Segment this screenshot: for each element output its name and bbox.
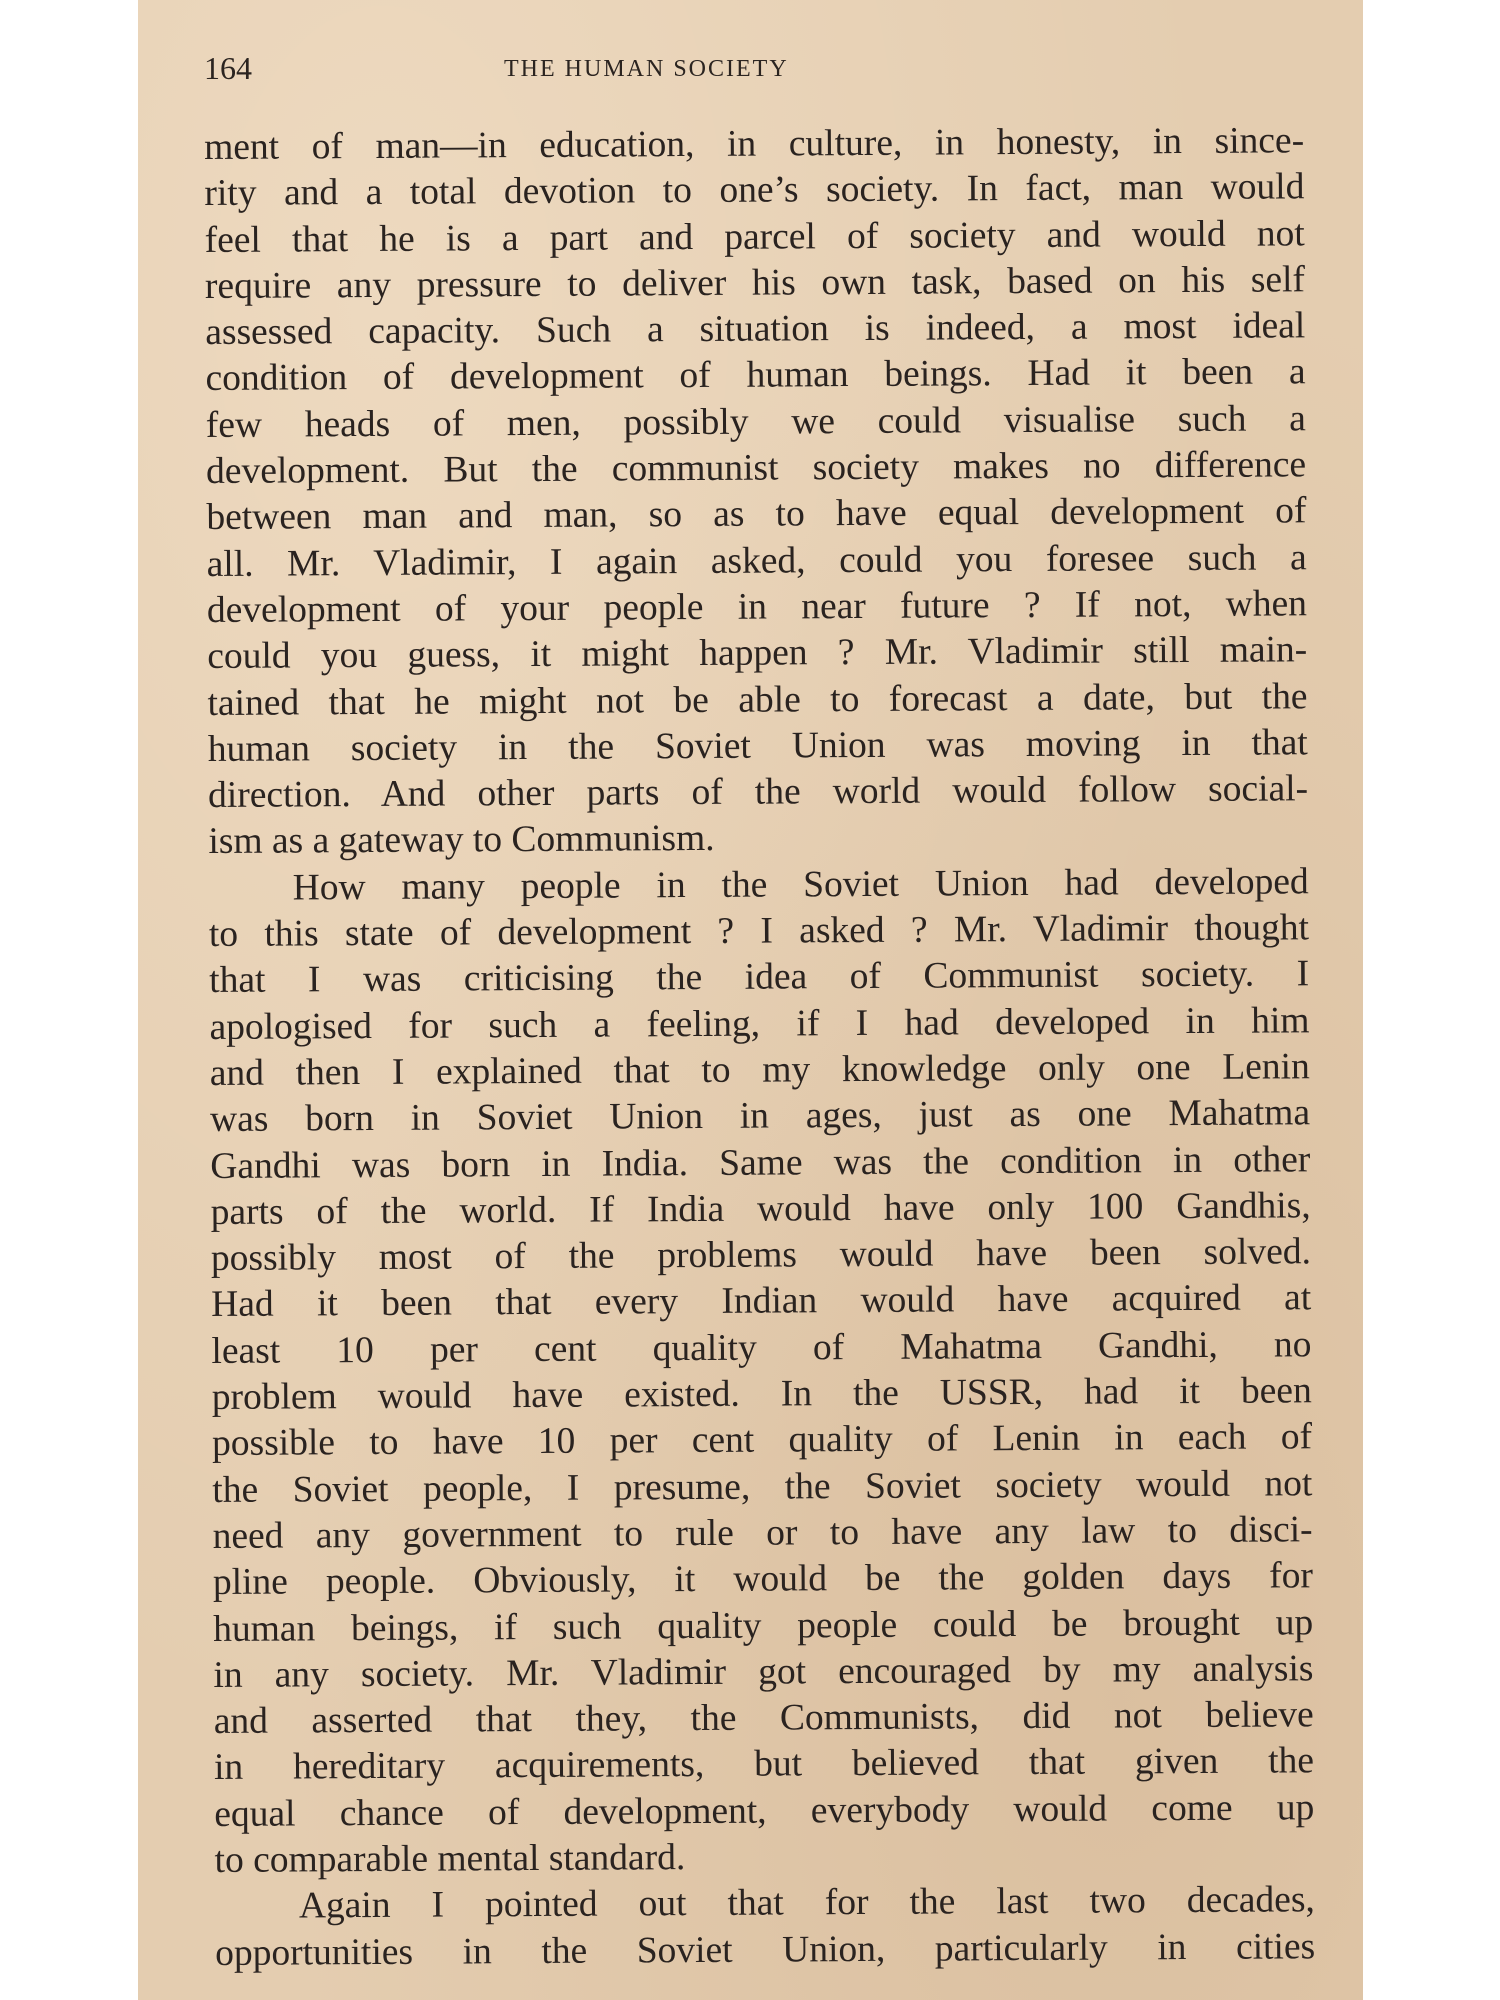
text-line: possible to have 10 per cent quality of Lenin in each of (211, 1416, 1313, 1465)
body-text (204, 118, 1315, 1977)
text-line: direction. And other parts of the world would follow social- (207, 768, 1309, 817)
text-line: pline people. Obviously, it would be the golden days for (212, 1555, 1314, 1604)
text-line: could you guess, it might happen ? Mr. Vladimir still main- (207, 629, 1308, 678)
text-line: few heads of men, possibly we could visualise such a (205, 398, 1306, 446)
text-line: condition of development of human beings. Had it been a (205, 351, 1306, 400)
text-line: opportunities in the Soviet Union, particularly in cities (215, 1925, 1316, 1974)
text-line: Had it been that every Indian would have acquired at (211, 1277, 1312, 1326)
text-line: least 10 per cent quality of Mahatma Gandhi, no (211, 1323, 1312, 1372)
text-line: human beings, if such quality people could be brought up (213, 1601, 1314, 1650)
page-header (204, 50, 1304, 90)
text-line: parts of the world. If India would have only 100 Gandhis, (210, 1185, 1311, 1233)
text-line: was born in Soviet Union in ages, just as one Mahatma (209, 1092, 1311, 1141)
text-line: development. But the communist society makes no difference (205, 444, 1307, 493)
running-title: THE HUMAN SOCIETY (504, 56, 789, 82)
paragraph-end-line: ism as a gateway to Communism. (208, 818, 715, 863)
book-page (138, 0, 1363, 2000)
text-line: possibly most of the problems would have been solved. (210, 1231, 1312, 1280)
text-line: to this state of development ? I asked ? Mr. Vladimir thought (208, 907, 1310, 956)
text-line: feel that he is a part and parcel of society and would not (204, 212, 1305, 261)
text-line: in any society. Mr. Vladimir got encouraged by my analysis (213, 1648, 1314, 1696)
text-line: that I was criticising the idea of Communist society. I (209, 953, 1310, 1002)
text-line: human society in the Soviet Union was moving in that (207, 722, 1308, 770)
paragraph-start-line: Again I pointed out that for the last two decades, (298, 1879, 1315, 1927)
text-line: apologised for such a feeling, if I had developed in him (209, 999, 1310, 1048)
text-line: the Soviet people, I presume, the Soviet society would not (212, 1462, 1313, 1511)
page-number: 164 (204, 50, 252, 86)
text-line: all. Mr. Vladimir, I again asked, could you foresee such a (206, 536, 1307, 585)
paragraph-end-line: to comparable mental standard. (214, 1837, 686, 1881)
text-line: development of your people in near future ? If not, when (206, 583, 1308, 631)
text-line: require any pressure to deliver his own task, based on his self (204, 259, 1306, 307)
text-line: and then I explained that to my knowledge only one Lenin (209, 1046, 1310, 1094)
text-line: between man and man, so as to have equal development of (206, 490, 1307, 539)
text-line: and asserted that they, the Communists, did not believe (213, 1694, 1314, 1743)
text-line: assessed capacity. Such a situation is indeed, a most ideal (205, 305, 1306, 354)
text-line: need any government to rule or to have any law to disci- (212, 1509, 1313, 1557)
text-line: equal chance of development, everybody would come up (214, 1786, 1315, 1835)
text-line: rity and a total devotion to one’s society. In fact, man would (204, 166, 1305, 215)
text-line: Gandhi was born in India. Same was the condition in other (210, 1138, 1311, 1187)
text-line: problem would have existed. In the USSR, had it been (211, 1370, 1312, 1418)
text-line: in hereditary acquirements, but believed that given the (213, 1740, 1315, 1789)
text-line: tained that he might not be able to forecast a date, but the (207, 675, 1308, 724)
paragraph-start-line: How many people in the Soviet Union had developed (292, 861, 1309, 909)
text-line: ment of man—in education, in culture, in honesty, in since- (204, 120, 1305, 168)
